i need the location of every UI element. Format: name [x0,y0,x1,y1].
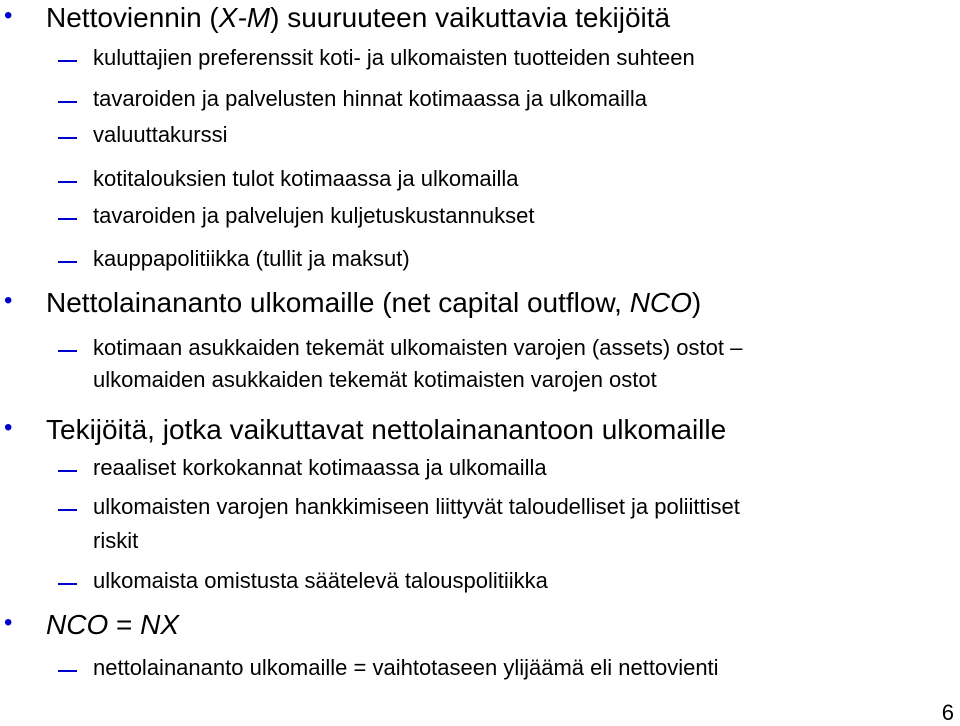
sub-bullet-text: kauppapolitiikka (tullit ja maksut) [93,246,410,271]
sub-bullet-text: reaaliset korkokannat kotimaassa ja ulkomailla [93,455,547,480]
dash-icon [58,218,77,220]
sub-bullet-text: ulkomaista omistusta säätelevä talouspolitiikka [93,568,548,593]
dash-icon [58,60,77,62]
dash-icon [58,181,77,183]
bullet-dot-icon: • [4,609,13,636]
sub-bullet-text: tavaroiden ja palvelusten hinnat kotimaassa ja ulkomailla [93,86,647,111]
dash-icon [58,350,77,352]
sub-bullet-continuation: riskit [93,528,139,553]
sub-bullet-text: ulkomaisten varojen hankkimiseen liittyvät taloudelliset ja poliittiset [93,494,740,519]
dash-icon [58,137,77,139]
bullet-text: NCO = NX [46,609,180,640]
bullet-text: Nettoviennin (X-M) suuruuteen vaikuttavia tekijöitä [46,2,671,33]
bullet-text: Tekijöitä, jotka vaikuttavat nettolainanantoon ulkomaille [46,414,727,445]
dash-icon [58,583,77,585]
dash-icon [58,670,77,672]
sub-bullet-text: nettolainananto ulkomaille = vaihtotaseen ylijäämä eli nettovienti [93,655,719,680]
sub-bullet-continuation: ulkomaiden asukkaiden tekemät kotimaisten varojen ostot [93,367,657,392]
dash-icon [58,261,77,263]
dash-icon [58,509,77,511]
page-number: 6 [941,700,954,725]
sub-bullet-text: kotimaan asukkaiden tekemät ulkomaisten varojen (assets) ostot – [93,335,743,360]
sub-bullet-text: tavaroiden ja palvelujen kuljetuskustannukset [93,203,535,228]
sub-bullet-text: valuuttakurssi [93,122,228,147]
dash-icon [58,101,77,103]
sub-bullet-text: kuluttajien preferenssit koti- ja ulkomaisten tuotteiden suhteen [93,45,695,70]
dash-icon [58,470,77,472]
bullet-text: Nettolainananto ulkomaille (net capital outflow, NCO) [46,287,702,318]
bullet-dot-icon: • [4,287,13,314]
bullet-dot-icon: • [4,2,13,29]
bullet-dot-icon: • [4,414,13,441]
sub-bullet-text: kotitalouksien tulot kotimaassa ja ulkomailla [93,166,519,191]
